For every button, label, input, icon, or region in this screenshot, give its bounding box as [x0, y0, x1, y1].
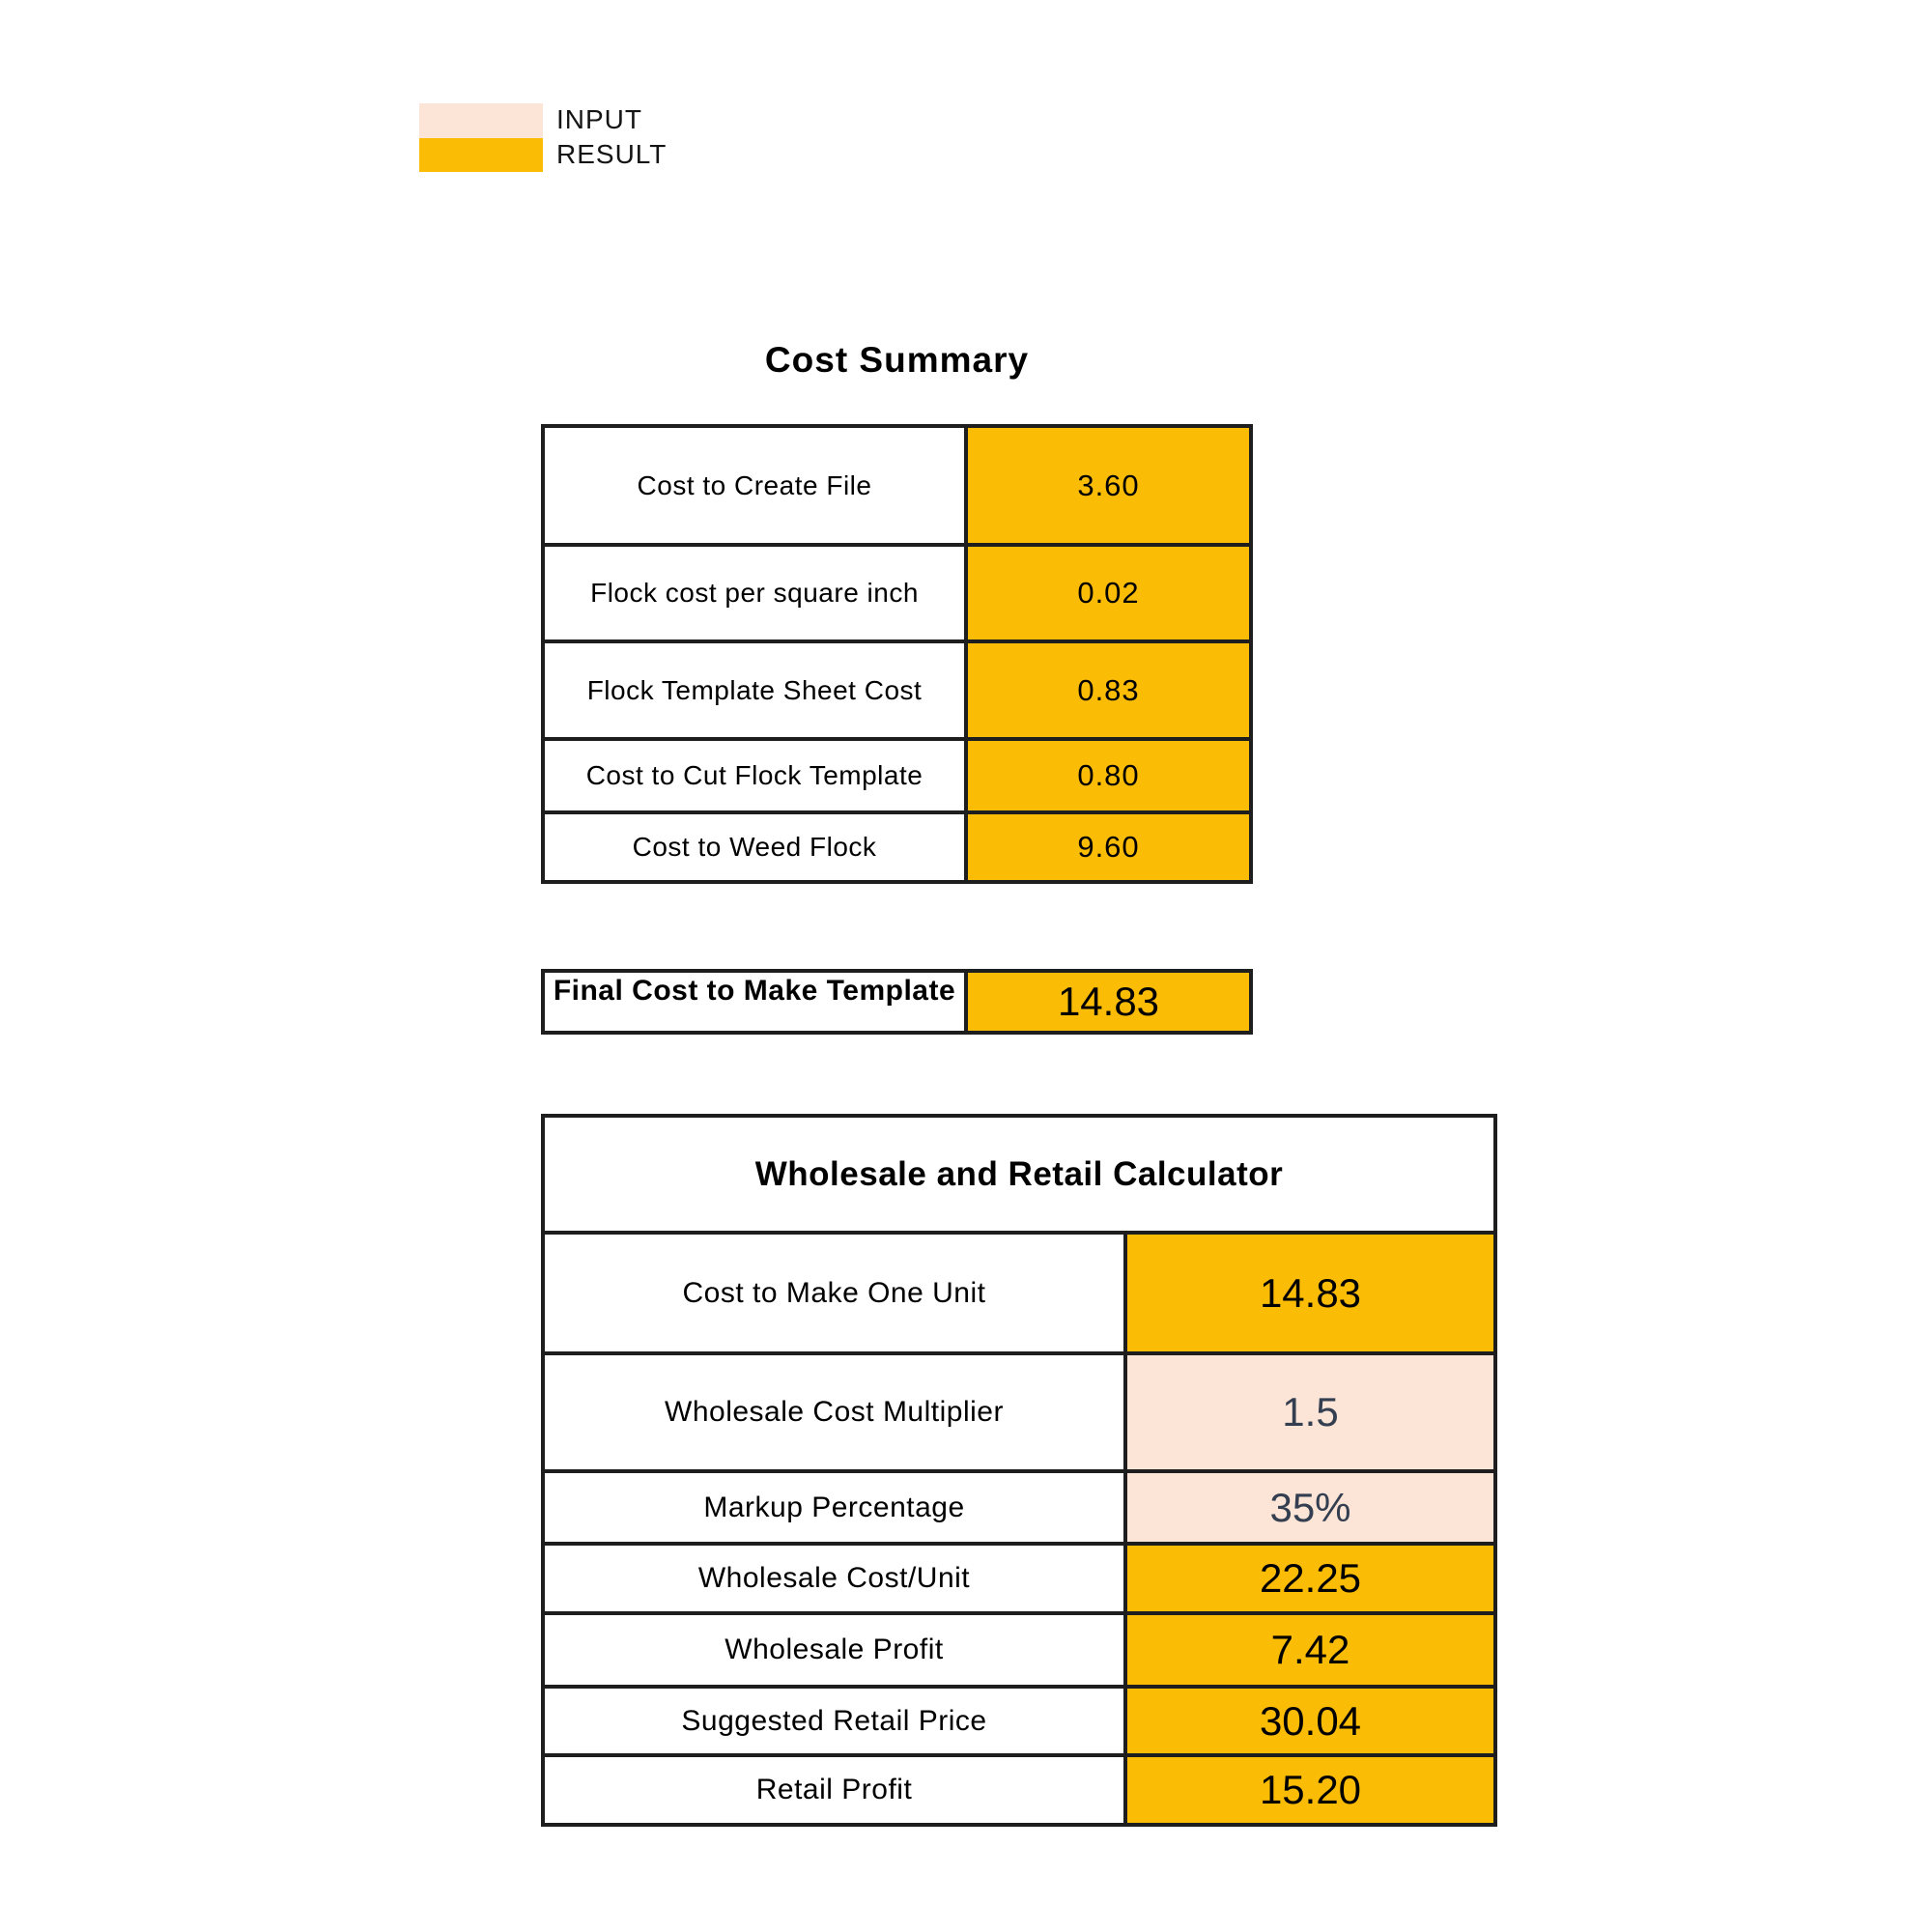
row-label: Markup Percentage	[545, 1473, 1127, 1542]
table-row	[545, 973, 1249, 1031]
cost-summary-title: Cost Summary	[764, 340, 1030, 380]
cost-summary-table	[541, 424, 1253, 884]
input-legend-label: INPUT	[556, 104, 642, 134]
table-row	[545, 1351, 1493, 1469]
input-value-cell[interactable]: 35%	[1127, 1473, 1493, 1542]
result-value-cell: 30.04	[1127, 1689, 1493, 1753]
table-row	[545, 810, 1249, 880]
table-row	[545, 639, 1249, 737]
table-row	[545, 737, 1249, 810]
row-label: Wholesale Cost Multiplier	[545, 1355, 1127, 1469]
row-label: Final Cost to Make Template	[545, 973, 968, 1031]
table-row	[545, 1685, 1493, 1753]
result-value-cell: 22.25	[1127, 1546, 1493, 1611]
table-row	[545, 1469, 1493, 1542]
row-label: Cost to Create File	[545, 428, 968, 543]
table-row	[545, 428, 1249, 543]
table-row	[545, 1611, 1493, 1685]
result-value-cell: 15.20	[1127, 1757, 1493, 1823]
row-label: Cost to Weed Flock	[545, 814, 968, 880]
result-legend-label: RESULT	[556, 139, 668, 169]
calculator-title: Wholesale and Retail Calculator	[545, 1118, 1493, 1231]
row-label: Wholesale Cost/Unit	[545, 1546, 1127, 1611]
row-label: Flock Template Sheet Cost	[545, 643, 968, 737]
result-color-swatch	[419, 138, 543, 172]
row-label: Suggested Retail Price	[545, 1689, 1127, 1753]
result-value-cell: 9.60	[968, 814, 1249, 880]
table-row	[545, 543, 1249, 639]
table-row	[545, 1542, 1493, 1611]
result-value-cell: 0.02	[968, 547, 1249, 639]
result-value-cell: 7.42	[1127, 1615, 1493, 1685]
input-color-swatch	[419, 103, 543, 138]
result-value-cell: 3.60	[968, 428, 1249, 543]
input-value-cell[interactable]: 1.5	[1127, 1355, 1493, 1469]
calculator-table	[541, 1114, 1497, 1827]
row-label: Cost to Cut Flock Template	[545, 741, 968, 810]
row-label: Cost to Make One Unit	[545, 1235, 1127, 1351]
result-value-cell: 14.83	[968, 973, 1249, 1031]
result-value-cell: 14.83	[1127, 1235, 1493, 1351]
row-label: Retail Profit	[545, 1757, 1127, 1823]
row-label: Wholesale Profit	[545, 1615, 1127, 1685]
result-value-cell: 0.83	[968, 643, 1249, 737]
final-cost-table	[541, 969, 1253, 1035]
table-row	[545, 1231, 1493, 1351]
row-label: Flock cost per square inch	[545, 547, 968, 639]
table-row	[545, 1753, 1493, 1823]
result-value-cell: 0.80	[968, 741, 1249, 810]
